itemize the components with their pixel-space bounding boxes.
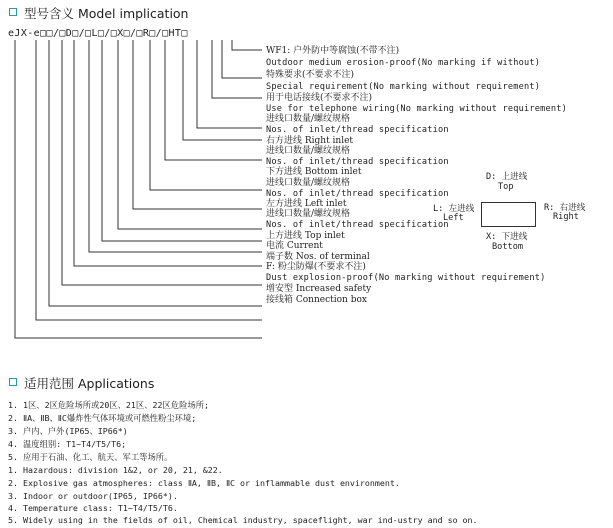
app-item-cn-5: 5. 应用于石油、化工、航天、军工等场所。 <box>8 452 173 462</box>
desc-top-inlet-count-en: Nos. of inlet/thread specification <box>266 220 449 230</box>
leader-telephone <box>212 40 262 98</box>
desc-bottom-inlet-count-cn: 进线口数量/螺纹规格 <box>266 146 351 156</box>
desc-left-inlet: 左方进线 Left inlet <box>266 199 347 209</box>
desc-wf1-en: Outdoor medium erosion-proof(No marking if without) <box>266 58 541 68</box>
section-marker-icon <box>9 378 17 386</box>
desc-bottom-inlet: 下方进线 Bottom inlet <box>266 167 362 177</box>
dir-top-cn: D: 上进线 <box>486 172 528 182</box>
desc-top-inlet: 上方进线 Top inlet <box>266 231 345 241</box>
desc-dust-cn: F: 粉尘防爆(不要求不注) <box>266 262 366 272</box>
leader-left <box>118 40 262 229</box>
leader-right-inlet <box>197 40 262 128</box>
dir-left-en: Left <box>443 213 464 223</box>
desc-special-cn: 特殊要求(不要求不注) <box>266 70 355 80</box>
desc-left-inlet-count-cn: 进线口数量/螺纹规格 <box>266 178 351 188</box>
app-item-en-5: 5. Widely using in the fields of oil, Chemical industry, spaceflight, war ind-ustry and so on. <box>8 515 478 525</box>
leader-dust <box>62 40 262 285</box>
dir-left-cn: L: 左进线 <box>433 204 475 214</box>
desc-terminal: 端子数 Nos. of terminal <box>266 252 370 262</box>
desc-connection-box: 接线箱 Connection box <box>266 295 367 305</box>
app-item-en-3: 3. Indoor or outdoor(IP65, IP66*). <box>8 491 178 501</box>
desc-right-inlet-count-en: Nos. of inlet/thread specification <box>266 125 449 135</box>
applications-title: 适用范围 Applications <box>24 376 155 391</box>
desc-top-inlet-count-cn: 进线口数量/螺纹规格 <box>266 209 351 219</box>
leader-bottom <box>150 40 262 190</box>
leader-connection-box <box>36 40 262 320</box>
app-item-en-1: 1. Hazardous: division 1&2, or 20, 21, &22. <box>8 465 223 475</box>
dir-right-cn: R: 右进线 <box>544 203 586 213</box>
leader-special <box>222 40 262 78</box>
app-item-cn-4: 4. 温度组别: T1~T4/T5/T6; <box>8 439 127 449</box>
model-implication-title: 型号含义 Model implication <box>24 6 189 21</box>
leader-current <box>89 40 262 252</box>
leader-wf1 <box>232 40 262 50</box>
desc-special-en: Special requirement(No marking without requirement) <box>266 82 541 92</box>
dir-top-en: Top <box>498 182 514 192</box>
desc-telephone-cn: 用于电话接线(不要求不注) <box>266 93 373 103</box>
app-item-cn-3: 3. 户内、户外(IP65、IP66*) <box>8 426 128 436</box>
app-item-en-2: 2. Explosive gas atmospheres: class ⅡA, ⅡB, ⅡC or inflammable dust environment. <box>8 478 400 488</box>
desc-left-inlet-count-en: Nos. of inlet/thread specification <box>266 189 449 199</box>
desc-wf1-cn: WF1: 户外防中等腐蚀(不带不注) <box>266 46 400 56</box>
leader-ejx <box>15 40 262 338</box>
app-item-cn-2: 2. ⅡA、ⅡB、ⅡC爆炸性气体环境或可燃性粉尘环境; <box>8 413 197 423</box>
desc-bottom-inlet-count-en: Nos. of inlet/thread specification <box>266 157 449 167</box>
model-code: eJX-e□□/□D□/□L□/□X□/□R□/□HT□ <box>8 28 188 39</box>
desc-increased-safety: 增安型 Increased safety <box>266 284 372 294</box>
app-item-en-4: 4. Temperature class: T1~T4/T5/T6. <box>8 503 178 513</box>
app-item-cn-1: 1. 1区、2区危险场所或20区、21区、22区危险场所; <box>8 400 209 410</box>
desc-telephone-en: Use for telephone wiring(No marking without requirement) <box>266 104 567 114</box>
desc-right-inlet-count-cn: 进线口数量/螺纹规格 <box>266 114 351 124</box>
dir-right-en: Right <box>553 212 579 222</box>
desc-right-inlet: 右方进线 Right inlet <box>266 136 354 146</box>
enclosure-diagram-box <box>481 202 536 227</box>
dir-bottom-en: Bottom <box>492 242 524 252</box>
leader-bottom-inlet <box>165 40 262 160</box>
dir-bottom-cn: X: 下进线 <box>486 232 528 242</box>
desc-current: 电流 Current <box>266 241 323 251</box>
desc-dust-en: Dust explosion-proof(No marking without requirement) <box>266 273 546 283</box>
